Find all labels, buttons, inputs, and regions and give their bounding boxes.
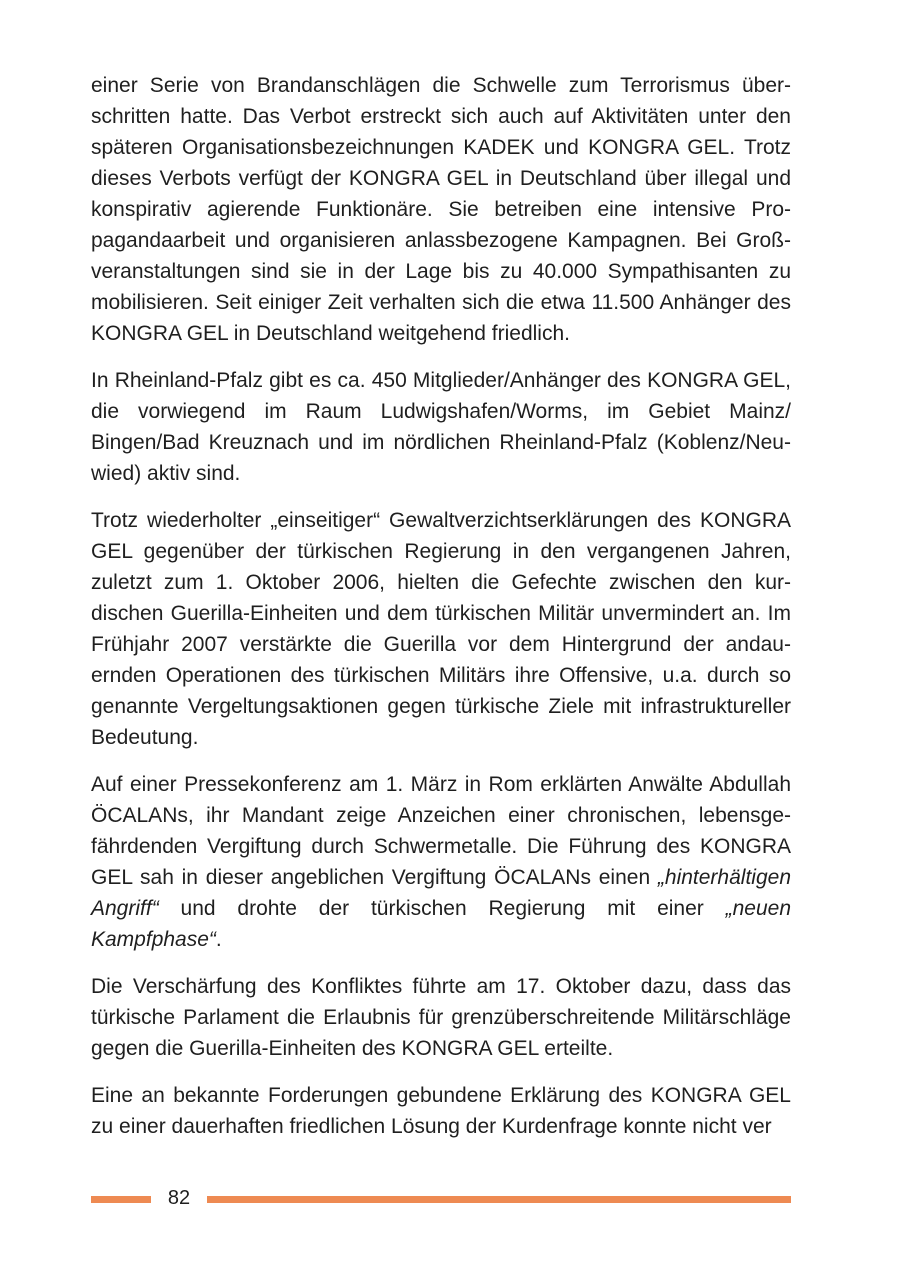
paragraph: In Rheinland-Pfalz gibt es ca. 450 Mitglieder/Anhänger des KONGRA GEL, die vorwiegend im Raum Ludwigshafen/Worms, im Gebiet Mainz/ Bingen/Bad Kreuznach und im nördlichen Rheinland-Pfalz (Koblenz/Neuwied) aktiv sind. — [91, 369, 791, 485]
paragraph: einer Serie von Brandanschlägen die Schwelle zum Terrorismus überschritten hatte. Das Verbot erstreckt sich auch auf Aktivitäten unter den späteren Organisationsbezeichnungen KADEK und KONGRA GEL. Trotz dieses Verbots verfügt der KONGRA GEL in Deutschland über illegal und konspirativ agierende Funktionäre. Sie betreiben eine intensive Propagandaarbeit und organisieren anlassbezogene Kampagnen. Bei Großveranstaltungen sind sie in der Lage bis zu 40.000 Sympathisanten zu mobilisieren. Seit einiger Zeit verhalten sich die etwa 11.500 Anhänger des KONGRA GEL in Deutschland weitgehend friedlich. — [91, 74, 791, 345]
paragraph-text: und drohte der türkischen Regierung mit einer — [158, 897, 726, 920]
quote-emphasis: „neuen Kampfphase“ — [91, 897, 791, 951]
paragraph: Eine an bekannte Forderungen gebundene Erklärung des KONGRA GEL zu einer dauerhaften friedlichen Lösung der Kurdenfrage konnte nicht ver — [91, 1084, 791, 1138]
footer-rule-left — [91, 1196, 151, 1203]
paragraph-text: Auf einer Pressekonferenz am 1. März in Rom erklärten Anwälte Abdullah ÖCALANs, ihr Mandant zeige Anzeichen einer chronischen, lebensgefährdenden Vergiftung durch Schwermetalle. Die Führung des KONGRA GEL sah in dieser angeblichen Vergiftung ÖCALANs einen — [91, 773, 791, 889]
footer-rule-right — [207, 1196, 791, 1203]
quote-emphasis: „hinterhältigen Angriff“ — [91, 866, 791, 920]
body-text — [91, 70, 791, 1142]
paragraph: Trotz wiederholter „einseitiger“ Gewaltverzichtserklärungen des KONGRA GEL gegenüber der türkischen Regierung in den vergangenen Jahren, zuletzt zum 1. Oktober 2006, hielten die Gefechte zwischen den kurdischen Guerilla-Einheiten und dem türkischen Militär unvermindert an. Im Frühjahr 2007 verstärkte die Guerilla vor dem Hintergrund der andauernden Operationen des türkischen Militärs ihre Offensive, u.a. durch so genannte Vergeltungsaktionen gegen türkische Ziele mit infrastruktureller Bedeutung. — [91, 509, 791, 749]
paragraph — [91, 769, 791, 955]
page-number: 82 — [167, 1187, 191, 1209]
paragraph: Die Verschärfung des Konfliktes führte am 17. Oktober dazu, dass das türkische Parlament die Erlaubnis für grenzüberschreitende Militärschläge gegen die Guerilla-Einheiten des KONGRA GEL erteilte. — [91, 975, 791, 1060]
paragraph-text: . — [215, 928, 222, 951]
